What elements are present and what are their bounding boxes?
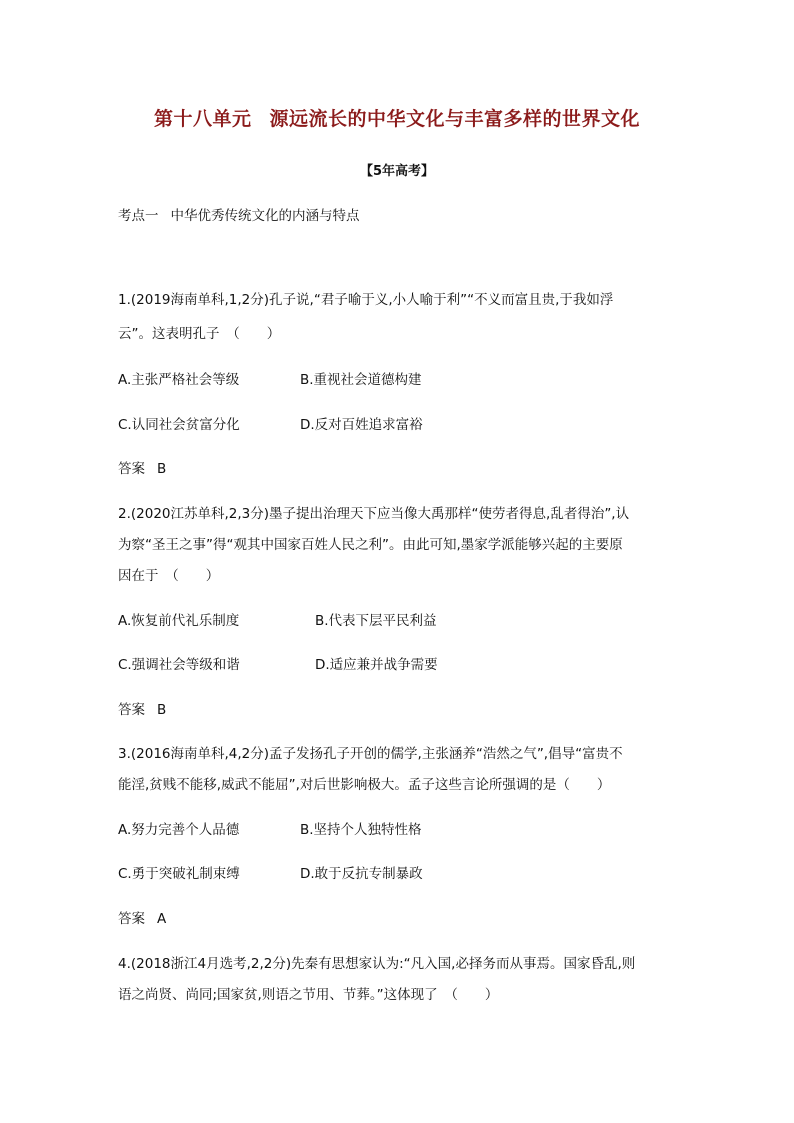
question-1-option-c: C.认同社会贫富分化 [118,417,240,433]
question-1-line-1: 1.(2019海南单科,1,2分)孔子说,“君子喻于义,小人喻于利”“不义而富且贵,于我如浮 [118,292,614,308]
answer-value: B [157,702,167,718]
question-3-option-c: C.勇于突破礼制束缚 [118,866,240,882]
section-title: 中华优秀传统文化的内涵与特点 [170,208,360,224]
answer-label: 答案 [118,702,145,718]
question-1-option-d: D.反对百姓追求富裕 [300,417,423,433]
answer-label: 答案 [118,461,145,477]
question-3-answer [118,907,166,927]
section-heading [118,204,360,224]
question-2-option-a: A.恢复前代礼乐制度 [118,613,240,629]
question-2-line-1: 2.(2020江苏单科,2,3分)墨子提出治理天下应当像大禹那样“使劳者得息,乱者得治”,认 [118,506,630,522]
question-1-answer [118,457,166,477]
question-3-option-a: A.努力完善个人品德 [118,822,240,838]
section-label: 考点一 [118,208,159,224]
page-title [0,104,794,131]
answer-value: A [157,911,167,927]
question-2-option-b: B.代表下层平民利益 [315,613,437,629]
answer-value: B [157,461,167,477]
section-subtitle: 【5年高考】 [359,164,435,179]
question-1-option-a: A.主张严格社会等级 [118,372,240,388]
question-2-option-c: C.强调社会等级和谐 [118,657,240,673]
question-3-line-1: 3.(2016海南单科,4,2分)孟子发扬孔子开创的儒学,主张涵养“浩然之气”,倡导“富贵不 [118,746,623,762]
question-3-line-2: 能淫,贫贱不能移,威武不能屈”,对后世影响极大。孟子这些言论所强调的是（ ） [118,777,611,793]
question-1-option-b: B.重视社会道德构建 [300,372,422,388]
unit-number: 第十八单元 [153,108,252,130]
question-2-answer [118,698,166,718]
question-1-line-2: 云”。这表明孔子 （ ） [118,326,281,342]
question-3-option-b: B.坚持个人独特性格 [300,822,422,838]
question-2-line-2: 为察“圣王之事”得“观其中国家百姓人民之利”。由此可知,墨家学派能够兴起的主要原 [118,537,623,553]
question-2-option-d: D.适应兼并战争需要 [315,657,438,673]
answer-label: 答案 [118,911,145,927]
question-2-line-3: 因在于 （ ） [118,568,220,584]
unit-title: 源远流长的中华文化与丰富多样的世界文化 [269,108,641,130]
question-4-line-1: 4.(2018浙江4月选考,2,2分)先秦有思想家认为:“凡入国,必择务而从事焉。国家昏乱,则 [118,956,636,972]
question-3-option-d: D.敢于反抗专制暴政 [300,866,423,882]
question-4-line-2: 语之尚贤、尚同;国家贫,则语之节用、节葬。”这体现了 （ ） [118,987,499,1003]
